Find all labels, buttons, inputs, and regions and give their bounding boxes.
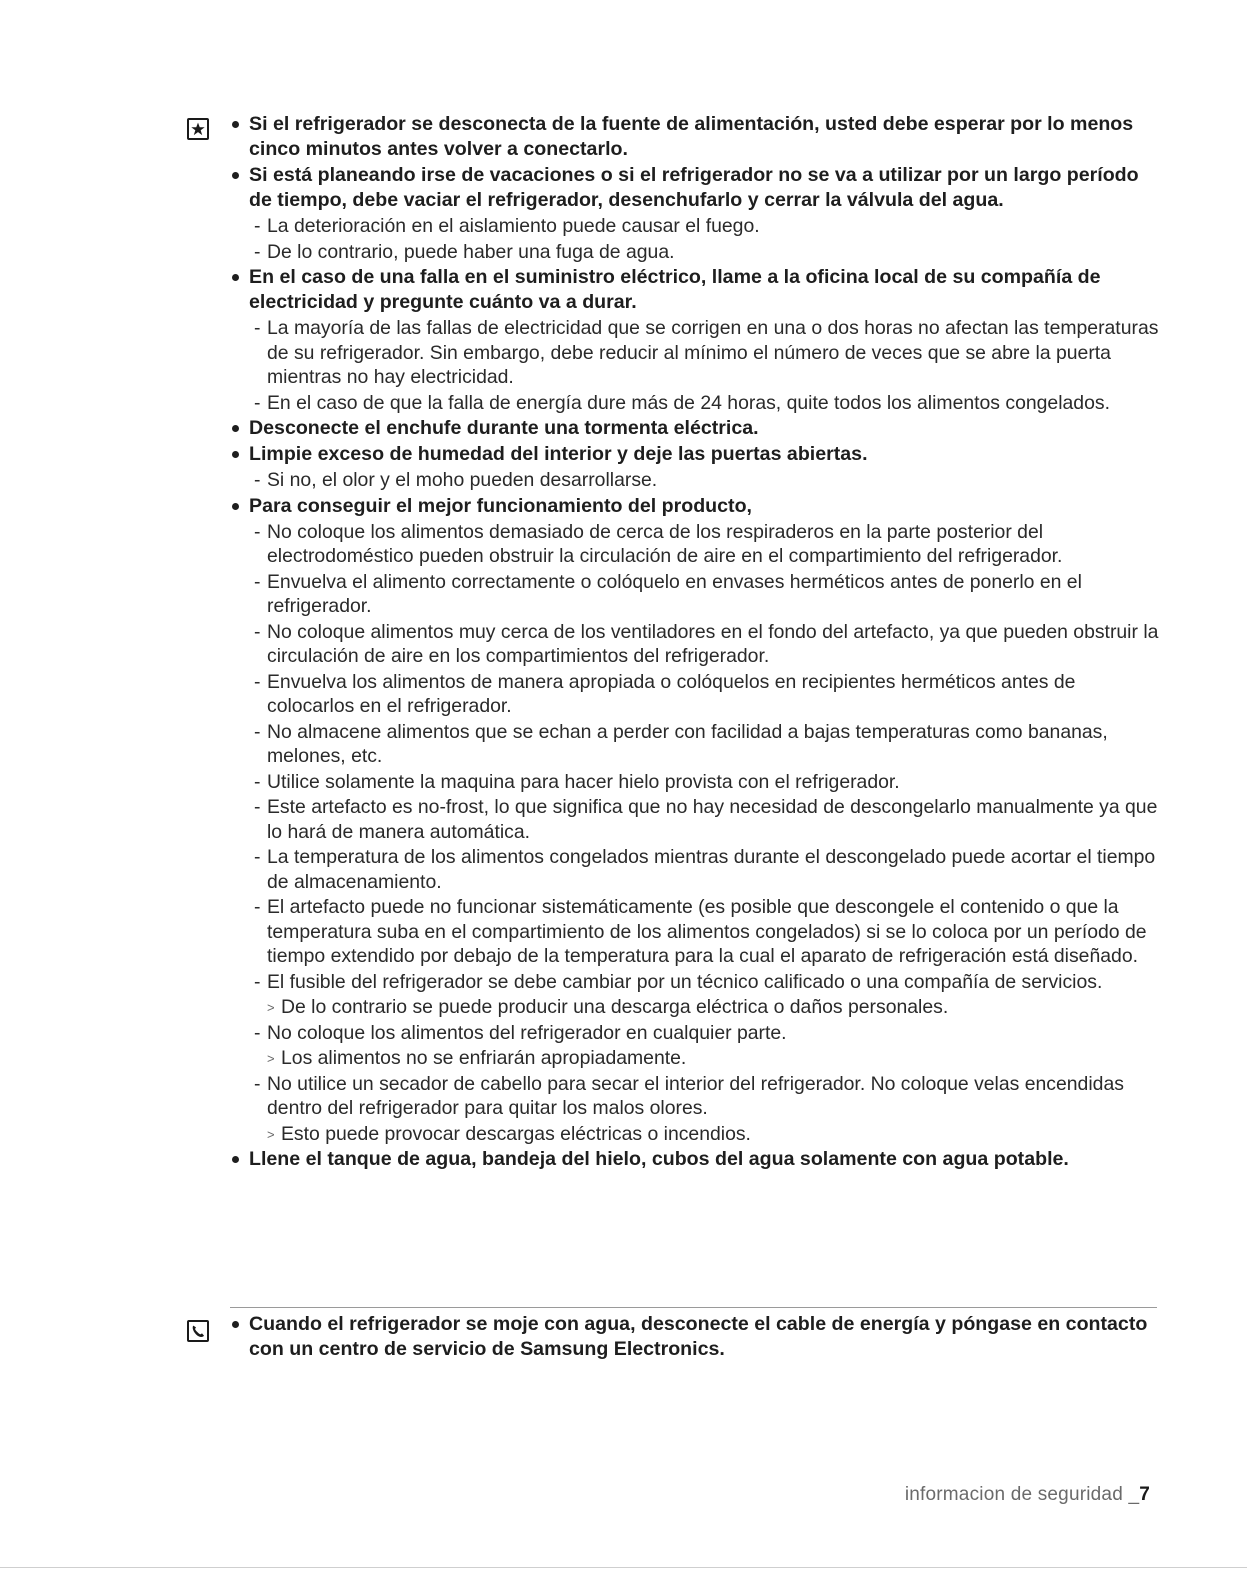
star-icon xyxy=(187,118,209,140)
dash-short-outage: - La mayoría de las fallas de electricidad que se corrigen en una o dos horas no afectan las temperaturas de su refrigerador. Sin embargo, debe reducir al mínimo el número de veces que se abre la puerta mientras no hay electricidad. xyxy=(254,316,1162,390)
dash-airtight: - Envuelva los alimentos de manera apropiada o colóquelos en recipientes herméticos antes de colocarlos en el refrigerador. xyxy=(254,670,1162,719)
dash-long-outage: - En el caso de que la falla de energía dure más de 24 horas, quite todos los alimentos congelados. xyxy=(254,391,1162,416)
dash-fuse: - El fusible del refrigerador se debe cambiar por un técnico calificado o una compañía de servicios. xyxy=(254,970,1162,995)
dash-insulation-fire: - La deterioración en el aislamiento puede causar el fuego. xyxy=(254,214,1162,239)
dash-wrap-food: - Envuelva el alimento correctamente o colóquelo en envases herméticos antes de ponerlo en el refrigerador. xyxy=(254,570,1162,619)
bottom-rule xyxy=(0,1567,1247,1568)
bullet-wet-refrigerator: Cuando el refrigerador se moje con agua, desconecte el cable de energía y póngase en contacto con un centro de servicio de Samsung Electronics. xyxy=(232,1312,1162,1362)
caution-list xyxy=(232,112,1162,1173)
dash-vents: - No coloque los alimentos demasiado de cerca de los respiraderos en la parte posterior del electrodoméstico pueden obstruir la circulación de aire en el compartimiento del refrigerador. xyxy=(254,520,1162,569)
page-footer xyxy=(905,1484,1150,1506)
bullet-clean-moisture: Limpie exceso de humedad del interior y deje las puertas abiertas. xyxy=(232,442,1162,467)
bullet-power-failure: En el caso de una falla en el suministro eléctrico, llame a la oficina local de su compañía de electricidad y pregunte cuánto va a durar. xyxy=(232,265,1162,315)
dash-water-leak: - De lo contrario, puede haber una fuga de agua. xyxy=(254,240,1162,265)
dash-icemaker: - Utilice solamente la maquina para hacer hielo provista con el refrigerador. xyxy=(254,770,1162,795)
dash-food-placement: - No coloque los alimentos del refrigerador en cualquier parte. xyxy=(254,1021,1162,1046)
section-divider xyxy=(230,1307,1157,1308)
dash-no-frost: - Este artefacto es no-frost, lo que significa que no hay necesidad de descongelarlo manualmente ya que lo hará de manera automática. xyxy=(254,795,1162,844)
sub-fire-risk: > Esto puede provocar descargas eléctricas o incendios. xyxy=(267,1122,1162,1147)
sub-electric-shock: > De lo contrario se puede producir una descarga eléctrica o daños personales. xyxy=(267,995,1162,1020)
bullet-potable-water: Llene el tanque de agua, bandeja del hielo, cubos del agua solamente con agua potable. xyxy=(232,1147,1162,1172)
telephone-icon xyxy=(187,1320,209,1342)
dash-defrost-storage: - La temperatura de los alimentos congelados mientras durante el descongelado puede acortar el tiempo de almacenamiento. xyxy=(254,845,1162,894)
dash-hair-dryer: - No utilice un secador de cabello para secar el interior del refrigerador. No coloque velas encendidas dentro del refrigerador para quitar los malos olores. xyxy=(254,1072,1162,1121)
bullet-reconnect-wait: Si el refrigerador se desconecta de la fuente de alimentación, usted debe esperar por lo menos cinco minutos antes volver a conectarlo. xyxy=(232,112,1162,162)
bullet-best-performance: Para conseguir el mejor funcionamiento del producto, xyxy=(232,494,1162,519)
dash-fans: - No coloque alimentos muy cerca de los ventiladores en el fondo del artefacto, ya que pueden obstruir la circulación de aire en los compartimientos del refrigerador. xyxy=(254,620,1162,669)
dash-odor-mold: - Si no, el olor y el moho pueden desarrollarse. xyxy=(254,468,1162,493)
bullet-storm-unplug: Desconecte el enchufe durante una tormenta eléctrica. xyxy=(232,416,1162,441)
dash-low-temp-food: - No almacene alimentos que se echan a perder con facilidad a bajas temperaturas como bananas, melones, etc. xyxy=(254,720,1162,769)
sub-not-cooled: > Los alimentos no se enfriarán apropiadamente. xyxy=(267,1046,1162,1071)
footer-section-label: informacion de seguridad _ xyxy=(904,1484,1140,1505)
note-list xyxy=(232,1312,1162,1363)
bullet-vacation: Si está planeando irse de vacaciones o si el refrigerador no se va a utilizar por un largo período de tiempo, debe vaciar el refrigerador, desenchufarlo y cerrar la válvula del agua. xyxy=(232,163,1162,213)
page-number: 7 xyxy=(1139,1484,1150,1505)
dash-temperature-range: - El artefacto puede no funcionar sistemáticamente (es posible que descongele el contenido o que la temperatura suba en el compartimiento de los alimentos congelados) si se lo coloca por un período de tiempo extendido por debajo de la temperatura para la cual el aparato de refrigeración está diseñado. xyxy=(254,895,1162,969)
